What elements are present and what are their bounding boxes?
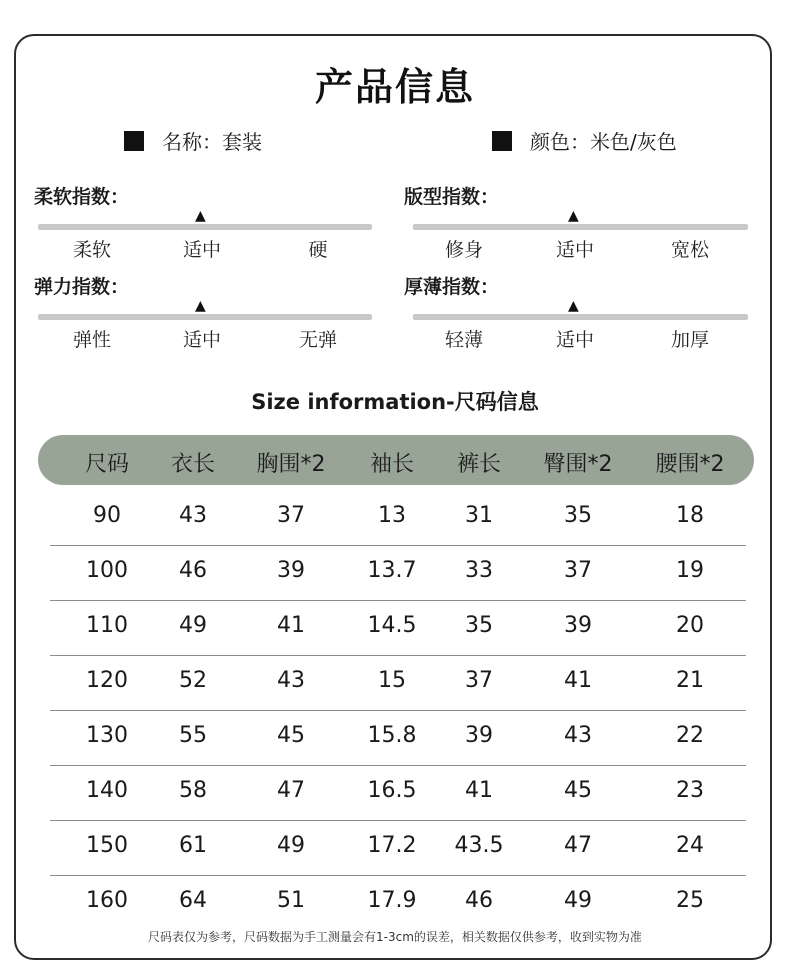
- size-section-title: Size information-尺码信息: [251, 390, 539, 414]
- row-divider: [50, 600, 746, 601]
- table-cell: 19: [676, 558, 704, 583]
- table-cell: 140: [86, 778, 128, 803]
- table-cell: 31: [465, 503, 493, 528]
- index-title: 版型指数：: [404, 186, 500, 208]
- product-color: [492, 126, 677, 155]
- row-divider: [50, 875, 746, 876]
- table-cell: 35: [564, 503, 592, 528]
- table-cell: 58: [179, 778, 207, 803]
- index-track: [38, 314, 372, 320]
- table-cell: 49: [277, 833, 305, 858]
- table-cell: 21: [676, 668, 704, 693]
- table-cell: 39: [277, 558, 305, 583]
- table-cell: 17.9: [367, 888, 417, 913]
- table-cell: 24: [676, 833, 704, 858]
- table-cell: 110: [86, 613, 128, 638]
- table-cell: 33: [465, 558, 493, 583]
- table-cell: 43: [277, 668, 305, 693]
- table-cell: 160: [86, 888, 128, 913]
- index-label: 宽松: [670, 239, 709, 261]
- table-cell: 51: [277, 888, 305, 913]
- index-title: 柔软指数：: [34, 186, 130, 208]
- index-label: 适中: [555, 239, 594, 261]
- row-divider: [50, 820, 746, 821]
- header-cell: 衣长: [170, 452, 215, 477]
- index-label: 轻薄: [444, 329, 483, 351]
- table-cell: 18: [676, 503, 704, 528]
- row-divider: [50, 545, 746, 546]
- table-cell: 17.2: [367, 833, 417, 858]
- table-cell: 41: [564, 668, 592, 693]
- table-cell: 43: [179, 503, 207, 528]
- footnote: 尺码表仅为参考，尺码数据为手工测量会有1-3cm的误差，相关数据仅供参考，收到实物为准: [148, 930, 642, 944]
- product-name-text: 名称：套装: [162, 130, 262, 154]
- table-cell: 23: [676, 778, 704, 803]
- table-cell: 45: [277, 723, 305, 748]
- index-label: 适中: [555, 329, 594, 351]
- header-cell: 裤长: [456, 452, 501, 477]
- triangle-marker-icon: ▲: [195, 208, 206, 224]
- table-cell: 16.5: [367, 778, 417, 803]
- header-cell: 袖长: [369, 452, 414, 477]
- table-cell: 13: [378, 503, 406, 528]
- index-track: [38, 224, 372, 230]
- row-divider: [50, 710, 746, 711]
- table-cell: 45: [564, 778, 592, 803]
- index-label: 硬: [308, 239, 328, 261]
- table-cell: 22: [676, 723, 704, 748]
- table-cell: 61: [179, 833, 207, 858]
- table-cell: 35: [465, 613, 493, 638]
- table-cell: 43.5: [454, 833, 504, 858]
- header-cell: 臀围*2: [543, 452, 613, 477]
- header-cell: 腰围*2: [655, 452, 725, 477]
- table-cell: 41: [277, 613, 305, 638]
- table-cell: 46: [465, 888, 493, 913]
- index-label: 修身: [444, 239, 483, 261]
- table-cell: 14.5: [367, 613, 417, 638]
- table-cell: 64: [179, 888, 207, 913]
- table-cell: 25: [676, 888, 704, 913]
- header-cell: 胸围*2: [256, 452, 326, 477]
- table-cell: 49: [564, 888, 592, 913]
- square-bullet-icon: [124, 131, 144, 151]
- header-cell: 尺码: [84, 452, 129, 477]
- table-cell: 43: [564, 723, 592, 748]
- index-label: 适中: [182, 239, 221, 261]
- table-cell: 15: [378, 668, 406, 693]
- table-cell: 90: [93, 503, 121, 528]
- square-bullet-icon: [492, 131, 512, 151]
- index-title: 厚薄指数：: [404, 276, 500, 298]
- table-cell: 120: [86, 668, 128, 693]
- table-cell: 100: [86, 558, 128, 583]
- table-cell: 20: [676, 613, 704, 638]
- table-cell: 39: [564, 613, 592, 638]
- table-cell: 55: [179, 723, 207, 748]
- index-track: [413, 224, 748, 230]
- table-cell: 46: [179, 558, 207, 583]
- table-cell: 13.7: [367, 558, 417, 583]
- table-cell: 41: [465, 778, 493, 803]
- product-color-text: 颜色：米色/灰色: [530, 130, 677, 154]
- index-label: 柔软: [72, 239, 111, 261]
- table-cell: 130: [86, 723, 128, 748]
- table-cell: 52: [179, 668, 207, 693]
- table-cell: 15.8: [367, 723, 417, 748]
- index-track: [413, 314, 748, 320]
- triangle-marker-icon: ▲: [195, 298, 206, 314]
- table-cell: 47: [564, 833, 592, 858]
- triangle-marker-icon: ▲: [568, 298, 579, 314]
- page-title: 产品信息: [314, 65, 475, 109]
- info-card: [14, 34, 772, 960]
- product-name: [124, 126, 262, 155]
- table-cell: 39: [465, 723, 493, 748]
- table-cell: 37: [465, 668, 493, 693]
- row-divider: [50, 765, 746, 766]
- index-title: 弹力指数：: [34, 276, 130, 298]
- triangle-marker-icon: ▲: [568, 208, 579, 224]
- table-cell: 37: [564, 558, 592, 583]
- index-label: 适中: [182, 329, 221, 351]
- table-cell: 37: [277, 503, 305, 528]
- table-cell: 47: [277, 778, 305, 803]
- index-label: 加厚: [670, 329, 709, 351]
- index-label: 无弹: [298, 329, 337, 351]
- index-label: 弹性: [72, 329, 111, 351]
- table-cell: 49: [179, 613, 207, 638]
- row-divider: [50, 655, 746, 656]
- table-cell: 150: [86, 833, 128, 858]
